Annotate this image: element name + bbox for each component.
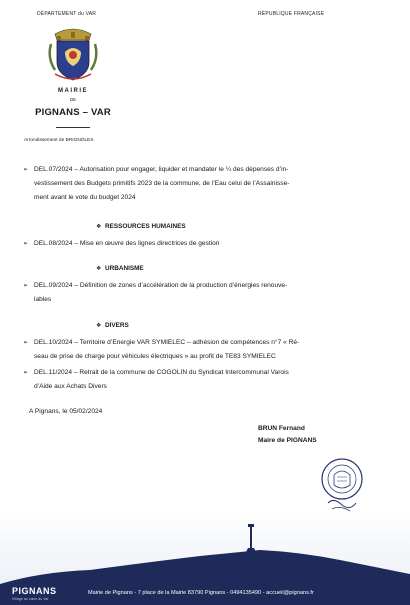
arrow-bullet-icon: ➢ xyxy=(23,241,29,247)
official-seal-icon xyxy=(320,453,364,517)
list-item-del09 xyxy=(23,279,386,307)
diamond-bullet-icon: ❖ xyxy=(96,323,102,329)
arrow-bullet-icon: ➢ xyxy=(23,370,29,376)
place-date: A Pignans, le 05/02/2024 xyxy=(29,408,103,415)
department-label: DÉPARTEMENT du VAR xyxy=(37,11,97,17)
arrow-bullet-icon: ➢ xyxy=(23,340,29,346)
diamond-bullet-icon: ❖ xyxy=(96,266,102,272)
list-item-del11 xyxy=(23,366,386,394)
item-line: vestissement des Budgets primitifs 2023 de la commune, de l’Eau celui de l’Assainisse- xyxy=(34,180,290,187)
section-heading-urbanisme: ❖ URBANISME xyxy=(96,265,144,272)
de-label: DE xyxy=(69,97,77,102)
item-line: DEL.10/2024 – Territoire d’Energie VAR SYMIELEC – adhésion de compétences n°7 « Ré- xyxy=(34,339,300,346)
coat-of-arms-icon xyxy=(47,26,99,84)
arrow-bullet-icon: ➢ xyxy=(23,283,29,289)
signatory-title: Maire de PIGNANS xyxy=(258,437,317,444)
list-item-del10 xyxy=(23,336,386,364)
list-item-del08 xyxy=(23,237,386,251)
item-line: ment avant le vote du budget 2024 xyxy=(34,194,136,201)
list-item-del07 xyxy=(23,163,386,205)
item-line: DEL.11/2024 – Retrait de la commune de COGOLIN du Syndicat Intercommunal Varois xyxy=(34,369,289,376)
pignans-logo: PIGNANS xyxy=(12,586,57,596)
signatory-name: BRUN Fernand xyxy=(258,425,305,432)
diamond-bullet-icon: ❖ xyxy=(96,224,102,230)
item-line: DEL.07/2024 – Autorisation pour engager, liquider et mandater le ¼ des dépenses d’in- xyxy=(34,166,289,173)
item-line: d’Aide aux Achats Divers xyxy=(34,383,107,390)
republic-label: RÉPUBLIQUE FRANÇAISE xyxy=(258,11,325,17)
section-heading-divers: ❖ DIVERS xyxy=(96,322,129,329)
item-line: DEL.09/2024 – Définition de zones d’accélération de la production d’énergies renouve- xyxy=(34,282,288,289)
item-line: lables xyxy=(34,296,52,303)
arrondissement-label: Arrondissement de BRIGNOLES xyxy=(24,138,94,143)
section-heading-rh: ❖ RESSOURCES HUMAINES xyxy=(96,223,186,230)
divider xyxy=(56,127,90,128)
logo-tagline: Village au cœur du Var xyxy=(12,597,49,601)
footer-address: Mairie de Pignans - 7 place de la Mairie 83790 Pignans - 0494135490 - accueil@pignans.fr xyxy=(88,590,314,596)
arrow-bullet-icon: ➢ xyxy=(23,167,29,173)
town-title: PIGNANS – VAR xyxy=(35,107,111,118)
mairie-label: MAIRIE xyxy=(58,88,88,94)
item-line: seau de prise de charge pour véhicules électriques » au profit de TE83 SYMIELEC xyxy=(34,353,276,360)
item-line: DEL.08/2024 – Mise en œuvre des lignes directrices de gestion xyxy=(34,240,220,247)
